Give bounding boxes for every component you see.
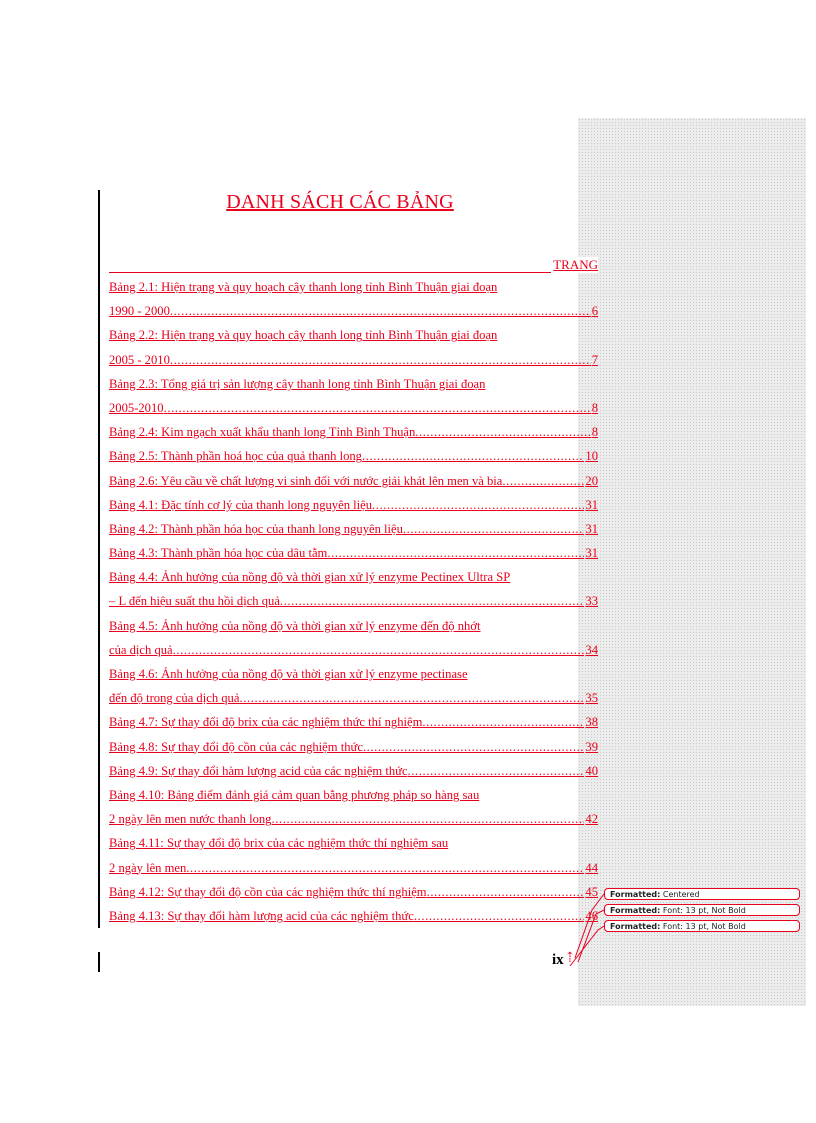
toc-entry-text: 2 ngày lên men nước thanh long: [109, 812, 272, 827]
toc-entry-text: 1990 - 2000: [109, 304, 170, 319]
toc-entry-page: 45: [585, 884, 598, 899]
toc-entry-page: 34: [585, 642, 598, 657]
toc-entry-text: Bảng 4.9: Sự thay đổi hàm lượng acid của các nghiệm thức: [109, 763, 408, 778]
toc-entry-text: Bảng 4.3: Thành phần hóa học của dâu tằm: [109, 546, 328, 561]
toc-entry-page: 35: [585, 691, 598, 706]
toc-entry-page: 31: [585, 546, 598, 561]
toc-entry-text: 2005 - 2010: [109, 352, 170, 367]
comment-balloon[interactable]: [604, 888, 800, 900]
toc-entry-text: Bảng 4.8: Sự thay đổi độ cồn của các nghiệm thức: [109, 739, 363, 754]
toc-entry-text: Bảng 4.13: Sự thay đổi hàm lượng acid của các nghiệm thức: [109, 908, 414, 923]
comment-balloon[interactable]: [604, 920, 800, 932]
page-column-label: TRANG: [553, 257, 598, 272]
page-title: DANH SÁCH CÁC BẢNG: [226, 191, 454, 213]
toc-entry-page: 6: [591, 304, 598, 319]
balloon-detail: Font: 13 pt, Not Bold: [662, 922, 746, 931]
balloon-detail: Font: 13 pt, Not Bold: [662, 906, 746, 915]
toc-entry-page: 40: [585, 763, 598, 778]
toc-entry-page: 46: [585, 908, 598, 923]
toc-entry-text: – L đến hiệu suất thu hồi dịch quả: [109, 594, 280, 609]
toc-entry-page: 8: [591, 400, 598, 415]
toc-entry-text: Bảng 4.7: Sự thay đổi độ brix của các nghiệm thức thí nghiệm: [109, 715, 423, 730]
toc-entry-text: của dịch quả: [109, 642, 173, 657]
toc-entry-text: Bảng 2.4: Kim ngạch xuất khẩu thanh long Tỉnh Bình Thuận: [109, 425, 416, 440]
toc-entry-text: Bảng 4.4: Ảnh hưởng của nồng độ và thời gian xử lý enzyme Pectinex Ultra SP: [109, 570, 511, 585]
toc-entry-page: 7: [591, 352, 598, 367]
balloon-label: Formatted:: [610, 890, 661, 899]
toc-entry-page: 33: [585, 594, 598, 609]
balloon-label: Formatted:: [610, 906, 661, 915]
toc-entry-page: 20: [585, 473, 598, 488]
toc-entry-page: 8: [591, 425, 598, 440]
toc-entry-text: Bảng 2.6: Yêu cầu về chất lượng vi sinh đối với nước giải khát lên men và bia: [109, 473, 503, 488]
toc-entry-text: Bảng 4.12: Sự thay đổi độ cồn của các nghiệm thức thí nghiệm: [109, 884, 427, 899]
toc-entry-text: Bảng 4.6: Ảnh hưởng của nồng độ và thời gian xử lý enzyme pectinase: [109, 667, 468, 681]
toc-entry-text: Bảng 4.10: Bảng điểm đánh giá cảm quan bằng phương pháp so hàng sau: [109, 787, 480, 802]
balloon-detail: Centered: [662, 890, 700, 899]
balloon-label: Formatted:: [610, 922, 661, 931]
toc-entry-text: 2 ngày lên men: [109, 860, 187, 875]
toc-entry-text: Bảng 4.2: Thành phần hóa học của thanh long nguyên liệu: [109, 521, 403, 536]
toc-entry-text: Bảng 2.5: Thành phần hoá học của quả thanh long: [109, 449, 362, 464]
toc-entry-page: 39: [585, 739, 598, 754]
toc-entry-text: Bảng 4.11: Sự thay đổi độ brix của các nghiệm thức thí nghiệm sau: [109, 836, 449, 851]
toc-entry-text: Bảng 4.1: Đặc tính cơ lý của thanh long nguyên liệu: [109, 497, 373, 512]
toc-entry-text: Bảng 2.3: Tổng giá trị sản lượng cây thanh long tỉnh Bình Thuận giai đoạn: [109, 376, 486, 391]
toc-entry-page: 38: [585, 715, 598, 730]
anchor-marker-icon: ⇡: [564, 951, 576, 966]
toc-entry-text: đến độ trong của dịch quả: [109, 691, 240, 706]
toc-entry-page: 31: [585, 497, 598, 512]
toc-entry-page: 42: [585, 812, 598, 827]
toc-entry-text: Bảng 4.5: Ảnh hưởng của nồng độ và thời gian xử lý enzyme đến độ nhớt: [109, 618, 481, 633]
toc-entry-text: 2005-2010: [109, 400, 164, 415]
toc-entry-text: Bảng 2.1: Hiện trạng và quy hoạch cây thanh long tỉnh Bình Thuận giai đoạn: [109, 280, 498, 294]
comment-balloon[interactable]: [604, 904, 800, 916]
toc-entry-page: 44: [585, 860, 598, 875]
toc-entry-text: Bảng 2.2: Hiện trạng và quy hoạch cây thanh long tỉnh Bình Thuận giai đoạn: [109, 328, 498, 343]
page-number: ix: [552, 952, 564, 968]
toc-entry-page: 31: [585, 521, 598, 536]
toc-entry-page: 10: [585, 449, 598, 464]
